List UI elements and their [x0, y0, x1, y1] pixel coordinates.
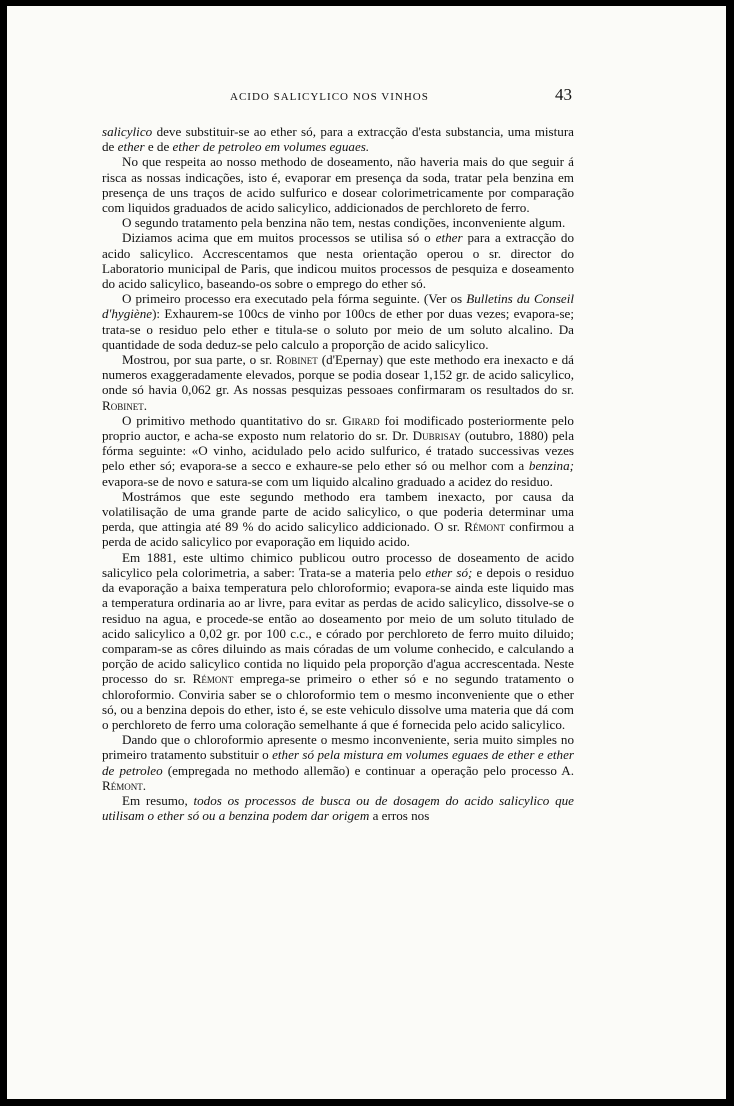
small-caps-name: Robinet — [102, 397, 144, 413]
text-run: Em resumo, — [122, 792, 194, 808]
book-page — [7, 6, 726, 1099]
text-run: Mostrámos que este segundo methodo era tambem inexacto, por causa da volatilisação de uma grande parte de acido salicylico, o que poderia determinar uma perda, que attingia até 89 % do acido salicylico addicionado. O sr. — [102, 488, 574, 535]
text-run: para a extracção do acido salicylico. Accrescentamos que nesta orientação operou o sr. director do Laboratorio municipal de Paris, que indicou muitos processos de pesquiza e doseamento do acido salicylico, baseando-os sobre o emprego do ether só. — [102, 230, 574, 292]
text-run: emprega-se primeiro o ether só e no segundo tratamento o chloroformio. Conviria saber se o chloroformio tem o mesmo inconveniente que o ether só, ou a benzina depois do ether, isto é, se este vehiculo dissolve uma materia que dá com o perchloreto de ferro uma coloração semelhante á que é fornecida pelo acido salicylico. — [102, 671, 574, 732]
text-run: . — [142, 777, 147, 793]
text-run: (d'Epernay) que este methodo era inexacto e dá numeros exaggeradamente elevados, porque se podia dosear 1,152 gr. de acido salicylico, onde só havia 0,062 gr. As nossas pesquizas pessoaes confirmaram os resultados do sr. — [102, 352, 574, 398]
paragraph — [102, 230, 574, 291]
text-run: ): Exhaurem-se 100cs de vinho por 100cs de ether por duas vezes; evapora-se; trata-se o residuo pelo ether e titula-se o soluto por meio de um soluto alcalino. Da quantidade de soda deduz-se pelo calculo a proporção de acido salicylico. — [102, 306, 574, 352]
paragraph — [102, 413, 574, 489]
small-caps-name: Robinet — [276, 352, 318, 368]
italic-text: ether de petroleo em volumes eguaes. — [172, 139, 370, 155]
text-run: Diziamos acima que em muitos processos se utilisa só o — [122, 230, 436, 246]
page-number: 43 — [555, 85, 572, 104]
text-run: foi modificado posteriormente pelo proprio auctor, e acha-se exposto num relatorio do sr. Dr. — [102, 412, 574, 444]
small-caps-name: Rémont — [464, 519, 505, 535]
text-run: O segundo tratamento pela benzina não tem, nestas condições, inconveniente algum. — [122, 215, 566, 231]
text-run: . — [143, 397, 148, 413]
small-caps-name: Dubrisay — [412, 428, 461, 444]
text-run: (empregada no methodo allemão) e continuar a operação pelo processo A. — [162, 762, 575, 778]
paragraph — [102, 489, 574, 550]
body-text — [102, 124, 574, 823]
running-title: ACIDO SALICYLICO NOS VINHOS — [230, 91, 429, 103]
italic-text: salicylico — [102, 124, 153, 139]
small-caps-name: Rémont — [102, 777, 143, 793]
text-run: Mostrou, por sua parte, o sr. — [122, 352, 277, 368]
text-run: Em 1881, este ultimo chimico publicou outro processo de doseamento de acido salicylico pela colorimetria, a saber: Trata-se a materia pelo — [102, 549, 574, 580]
paragraph — [102, 732, 574, 793]
text-run: O primeiro processo era executado pela fórma seguinte. (Ver os — [122, 291, 467, 307]
paragraph — [102, 154, 574, 215]
text-run: a erros nos — [369, 808, 430, 824]
small-caps-name: Girard — [342, 412, 380, 428]
italic-text: ether só pela mistura em volumes eguaes de ether e ether de petroleo — [102, 747, 574, 778]
text-run: confirmou a perda de acido salicylico por evaporação em liquido acido. — [102, 519, 575, 550]
italic-text: ether — [117, 139, 145, 155]
text-run: O primitivo methodo quantitativo do sr. — [122, 412, 343, 428]
text-run: e depois o residuo da evaporação a baixa temperatura pelo chloroformio; evapora-se ainda este liquido mas a temperatura ordinaria ao ar livre, para evitar as perdas de acido salicylico, dissolve-se o residuo na agua, e procede-se então ao doseamento por meio de um soluto titulado de acido salicylico a 0,02 gr. por 100 c.c., e córado por perchloreto de ferro muito diluido; comparam-se as côres diluindo as mais córadas de um volume conhecido, e calculando a porção de acido salicylico contida no liquido pela proporção d'agua accrescentada. Neste processo do sr. — [102, 564, 574, 687]
text-run: Dando que o chloroformio apresente o mesmo inconveniente, seria muito simples no primeiro tratamento substituir o — [102, 732, 574, 763]
italic-text: todos os processos de busca ou de dosagem do acido salicylico que utilisam o ether só ou a benzina podem dar origem — [102, 792, 574, 824]
italic-text: ether só; — [425, 564, 473, 580]
paragraph — [102, 291, 574, 352]
text-run: e de — [144, 139, 173, 155]
small-caps-name: Rémont — [192, 671, 234, 687]
text-run: (outubro, 1880) pela fórma seguinte: «O vinho, acidulado pelo acido sulfurico, é tratado successivas vezes pelo ether só; evapora-se a secco e exhaure-se pelo ether só ou melhor com a — [102, 428, 575, 474]
paragraph — [102, 793, 574, 823]
italic-text: Bulletins du Conseil d'hygiène — [102, 291, 575, 322]
paragraph — [102, 352, 574, 413]
text-run: deve substituir-se ao ether só, para a extracção d'esta substancia, uma mistura de — [102, 124, 574, 155]
paragraph — [102, 124, 574, 154]
text-run: evapora-se de novo e satura-se com um liquido alcalino graduado a acidez do residuo. — [102, 473, 553, 489]
text-run: No que respeita ao nosso methodo de doseamento, não haveria mais do que seguir á risca as nossas indicações, isto é, evaporar em presença da soda, tratar pela benzina em presença de uns traços de acido sulfurico e dosear colorimetricamente por comparação com liquidos graduados de acido salicylico, addicionados de perchloreto de ferro. — [102, 154, 574, 216]
paragraph — [102, 550, 574, 732]
page-header — [7, 86, 726, 108]
italic-text: ether — [435, 230, 463, 246]
paragraph — [102, 215, 574, 230]
italic-text: benzina; — [528, 458, 574, 474]
